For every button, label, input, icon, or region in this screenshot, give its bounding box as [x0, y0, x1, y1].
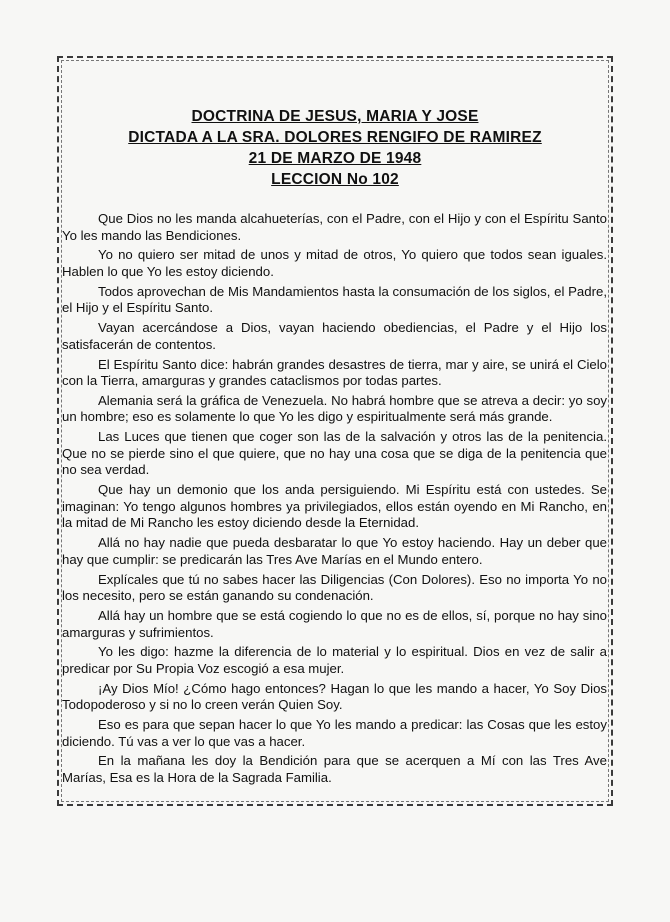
paragraph: ¡Ay Dios Mío! ¿Cómo hago entonces? Hagan lo que les mando a hacer, Yo Soy Dios Todopoderoso y si no lo creen verán Quien Soy.	[62, 680, 607, 713]
paragraph: Yo no quiero ser mitad de unos y mitad de otros, Yo quiero que todos sean iguales. Hablen lo que Yo les estoy diciendo.	[62, 247, 607, 279]
paragraph: Que Dios no les manda alcahueterías, con el Padre, con el Hijo y con el Espíritu Santo Yo les mando las Bendiciones.	[62, 211, 607, 243]
paragraph: Vayan acercándose a Dios, vayan haciendo obediencias, el Padre y el Hijo los satisfacerán de contentos.	[62, 320, 607, 352]
paragraph: Alemania será la gráfica de Venezuela. No habrá hombre que se atreva a decir: yo soy un hombre; eso es solamente lo que Yo les digo y espiritualmente será más grande.	[62, 392, 607, 425]
header-date: 21 DE MARZO DE 1948	[248, 150, 422, 167]
paragraph: Allá hay un hombre que se está cogiendo lo que no es de ellos, sí, porque no hay sino amarguras y sufrimientos.	[62, 607, 607, 640]
paragraph: Explícales que tú no sabes hacer las Diligencias (Con Dolores). Eso no importa Yo no los necesito, pero se están ganando su condenación.	[62, 571, 607, 604]
header-subtitle: DICTADA A LA SRA. DOLORES RENGIFO DE RAMIREZ	[128, 129, 542, 146]
paragraph: Todos aprovechan de Mis Mandamientos hasta la consumación de los siglos, el Padre, el Hijo y el Espíritu Santo.	[62, 283, 607, 316]
paragraph: Allá no hay nadie que pueda desbaratar lo que Yo estoy haciendo. Hay un deber que hay que cumplir: se predicarán las Tres Ave Marías en el Mundo entero.	[62, 535, 607, 567]
paragraph: Eso es para que sepan hacer lo que Yo les mando a predicar: las Cosas que les estoy diciendo. Tú vas a ver lo que vas a hacer.	[62, 717, 607, 749]
header-lesson-number: LECCION No 102	[271, 171, 399, 188]
paragraph: Yo les digo: hazme la diferencia de lo material y lo espiritual. Dios en vez de salir a predicar por Su Propia Voz escogió a esa mujer.	[62, 644, 607, 676]
document-body	[62, 211, 607, 790]
paragraph: El Espíritu Santo dice: habrán grandes desastres de tierra, mar y aire, se unirá el Cielo con la Tierra, amarguras y grandes cataclismos por todas partes.	[62, 356, 607, 389]
paragraph: Que hay un demonio que los anda persiguiendo. Mi Espíritu está con ustedes. Se imaginan: Yo tengo algunos hombres ya privilegiados, ellos están oyendo en Mi Rancho, en la mitad de Mi Rancho les estoy diciendo desde la Eternidad.	[62, 482, 607, 531]
paragraph: Las Luces que tienen que coger son las de la salvación y otros las de la penitencia. Que no se pierde sino el que quiere, que no hay una cosa que se diga de la penitencia que no sea verdad.	[62, 429, 607, 478]
header-title: DOCTRINA DE JESUS, MARIA Y JOSE	[191, 108, 479, 125]
paragraph: En la mañana les doy la Bendición para que se acerquen a Mí con las Tres Ave Marías, Esa es la Hora de la Sagrada Familia.	[62, 753, 607, 786]
document-header	[60, 106, 610, 190]
